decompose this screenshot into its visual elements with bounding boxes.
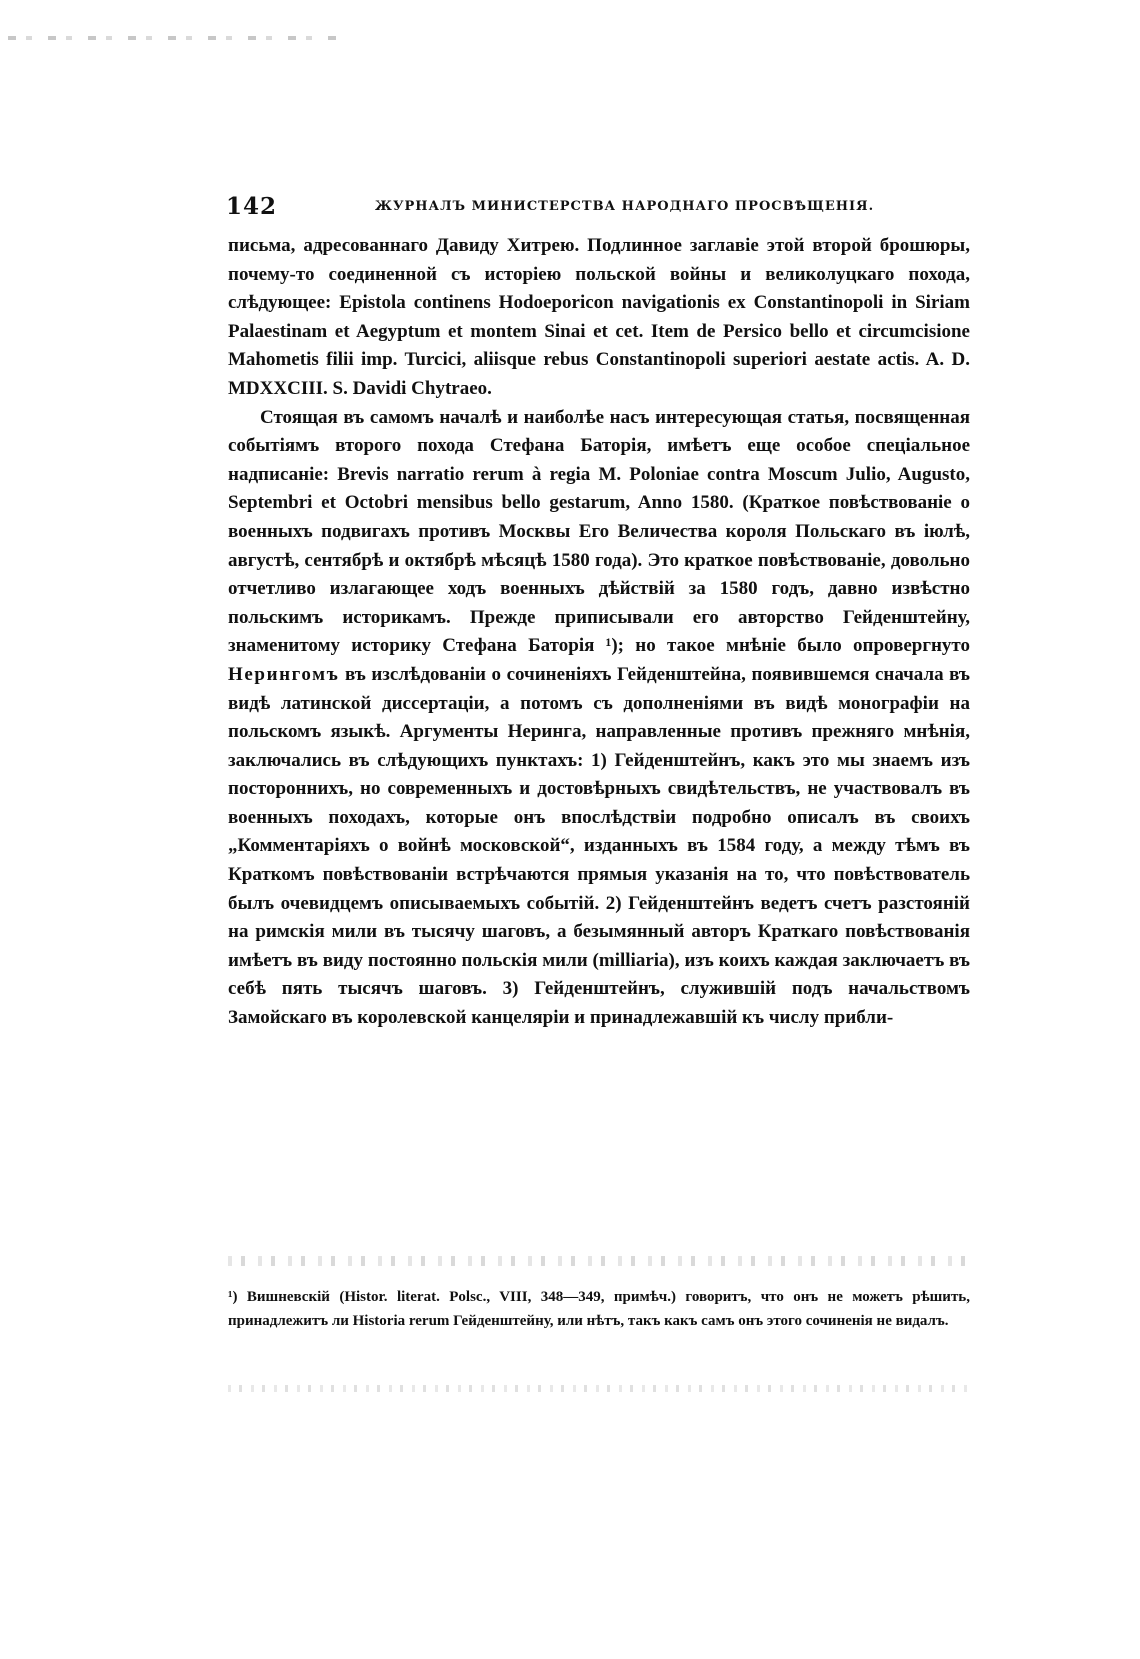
faded-footnote-artifact bbox=[228, 1385, 970, 1392]
scan-artifacts bbox=[8, 36, 338, 40]
running-header bbox=[226, 188, 972, 224]
paragraph-2-after-name: въ изслѣдованіи о сочиненіяхъ Гейденштейна, появившемся сначала въ видѣ латинской диссертаціи, а потомъ съ дополненіями въ видѣ монографіи на польскомъ языкѣ. Аргументы Неринга, направленные противъ прежняго мнѣнія, заключались въ слѣдующихъ пунктахъ: 1) Гейденштейнъ, какъ это мы знаемъ изъ постороннихъ, но современныхъ и достовѣрныхъ свидѣтельствъ, не участвовалъ въ военныхъ походахъ, которые онъ впослѣдствіи подробно описалъ въ своихъ „Комментаріяхъ о войнѣ московской“, изданныхъ въ 1584 году, а между тѣмъ въ Краткомъ повѣствованіи встрѣчаются прямыя указанія на то, что повѣствователь былъ очевидцемъ описываемыхъ событій. 2) Гейденштейнъ ведетъ счетъ разстояній на римскія мили въ тысячу шаговъ, а безымянный авторъ Краткаго повѣствованія имѣетъ въ виду постоянно польскія мили (milliaria), изъ коихъ каждая заключаетъ въ себѣ пять тысячъ шаговъ. 3) Гейденштейнъ, служившій подъ начальствомъ Замойскаго въ королевской канцеляріи и принадлежавшій къ числу прибли- bbox=[228, 663, 971, 1029]
paragraph-2 bbox=[228, 404, 970, 1033]
page-number: 142 bbox=[226, 192, 278, 220]
journal-title: ЖУРНАЛЪ МИНИСТЕРСТВА НАРОДНАГО ПРОСВѢЩЕНІЯ. bbox=[374, 198, 875, 214]
faded-line-artifact bbox=[228, 1256, 970, 1266]
paragraph-1: письма, адресованнаго Давиду Хитрею. Подлинное заглавіе этой второй брошюры, почему-то соединенной съ исторіею польской войны и великолуцкаго похода, слѣдующее: Epistola continens Hodoeporicon navigationis ex Constantinopoli in Siriam Palaestinam et Aegyptum et montem Sinai et cet. Item de Persico bello et circumcisione Mahometis filii imp. Turcici, aliisque rebus Constantinopoli superiori aestate actis. A. D. MDXXCIII. S. Davidi Chytraeo. bbox=[228, 235, 970, 399]
footnote: ¹) Вишневскій (Histor. literat. Polsc., VIII, 348—349, примѣч.) говоритъ, что онъ не можетъ рѣшить, принадлежитъ ли Historia rerum Гейденштейну, или нѣтъ, такъ какъ самъ онъ этого сочиненія не видалъ. bbox=[228, 1289, 970, 1329]
paragraph-2-before-name: Стоящая въ самомъ началѣ и наиболѣе насъ интересующая статья, посвященная событіямъ второго похода Стефана Баторія, имѣетъ еще особое спеціальное надписаніе: Brevis narratio rerum à regia M. Poloniae contra Moscum Julio, Augusto, Septembri et Octobri mensibus bello gestarum, Anno 1580. (Краткое повѣствованіе о военныхъ подвигахъ противъ Москвы Его Величества короля Польскаго въ іюлѣ, августѣ, сентябрѣ и октябрѣ мѣсяцѣ 1580 года). Это краткое повѣствованіе, довольно отчетливо излагающее ходъ военныхъ дѣйствій за 1580 годъ, давно извѣстно польскимъ историкамъ. Прежде приписывали его авторство Гейденштейну, знаменитому историку Стефана Баторія ¹); но такое мнѣніе было опровергнуто bbox=[228, 406, 970, 657]
main-text-body bbox=[228, 232, 970, 1252]
nering-name: Нерингомъ bbox=[228, 663, 340, 685]
